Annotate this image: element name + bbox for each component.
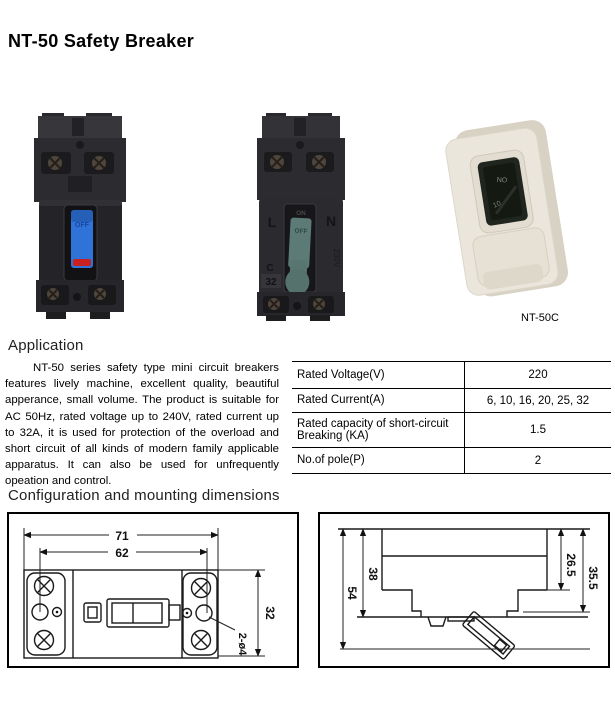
- spec-value: 1.5: [530, 424, 546, 436]
- spec-value: 6, 10, 16, 20, 25, 32: [486, 394, 590, 407]
- on-marking: ON: [296, 210, 306, 217]
- application-heading: Application: [8, 337, 84, 354]
- table-row: [292, 362, 611, 389]
- spec-table: [292, 361, 611, 474]
- top-view-drawing: [9, 514, 297, 666]
- table-row: [292, 448, 611, 474]
- side-view-drawing: [320, 514, 608, 666]
- dim-hole-note: 2-ø4: [236, 632, 249, 656]
- switch-rating-marking: 10: [492, 200, 503, 210]
- dim-mid-height: 35.5: [585, 566, 600, 590]
- dim-total-height: 54: [344, 586, 359, 600]
- dim-hole-spacing: 62: [115, 546, 129, 560]
- breaker-photo-blue-toggle: [28, 110, 133, 322]
- product-caption: NT-50C: [521, 312, 559, 324]
- toggle-off-label: OFF: [294, 227, 308, 236]
- application-paragraph: NT-50 series safety type mini circuit breakers features lively machine, excellent quality, beautiful apperance, small volume. The product is suitable for AC 50Hz, rated voltage up to 240V, rated current up to 32A, it is used for protection of the overload and short circuit of all kinds of modern family applicable apparatus. It can also be used for unfrequently opeation and control.: [5, 362, 279, 488]
- breaker-photo-enclosed: [430, 112, 585, 312]
- spec-value: 2: [534, 454, 542, 467]
- spec-label: Rated capacity of short-circuit Breaking (KA): [292, 413, 465, 447]
- dim-body-height: 38: [365, 567, 380, 581]
- table-row: [292, 413, 611, 448]
- side-view-drawing-box: [318, 512, 610, 668]
- breaker-photo-teal-toggle: [250, 110, 350, 322]
- top-view-drawing-box: [7, 512, 299, 668]
- dim-overall-width: 71: [115, 529, 129, 543]
- curve-marking: C: [266, 263, 274, 274]
- toggle-lever: [462, 611, 515, 659]
- rating-marking: 32: [265, 277, 277, 288]
- dim-upper-height: 26.5: [563, 553, 578, 577]
- mounting-holes: [32, 604, 212, 621]
- dim-body-height: 32: [262, 606, 277, 620]
- page-title: NT-50 Safety Breaker: [8, 31, 195, 51]
- spec-value: 220: [528, 369, 548, 381]
- neutral-marking: N: [325, 213, 337, 229]
- spec-label: No.of pole(P): [292, 448, 465, 473]
- line-marking: L: [267, 214, 277, 230]
- spec-label: Rated Current(A): [292, 389, 465, 412]
- spec-label: Rated Voltage(V): [292, 362, 465, 388]
- configuration-heading: Configuration and mounting dimensions: [8, 487, 280, 504]
- toggle-off-label: OFF: [75, 222, 89, 229]
- toggle-red-indicator: [73, 259, 91, 266]
- table-row: [292, 389, 611, 413]
- voltage-marking: 230V: [332, 248, 341, 268]
- switch-on-marking: ON: [496, 175, 508, 183]
